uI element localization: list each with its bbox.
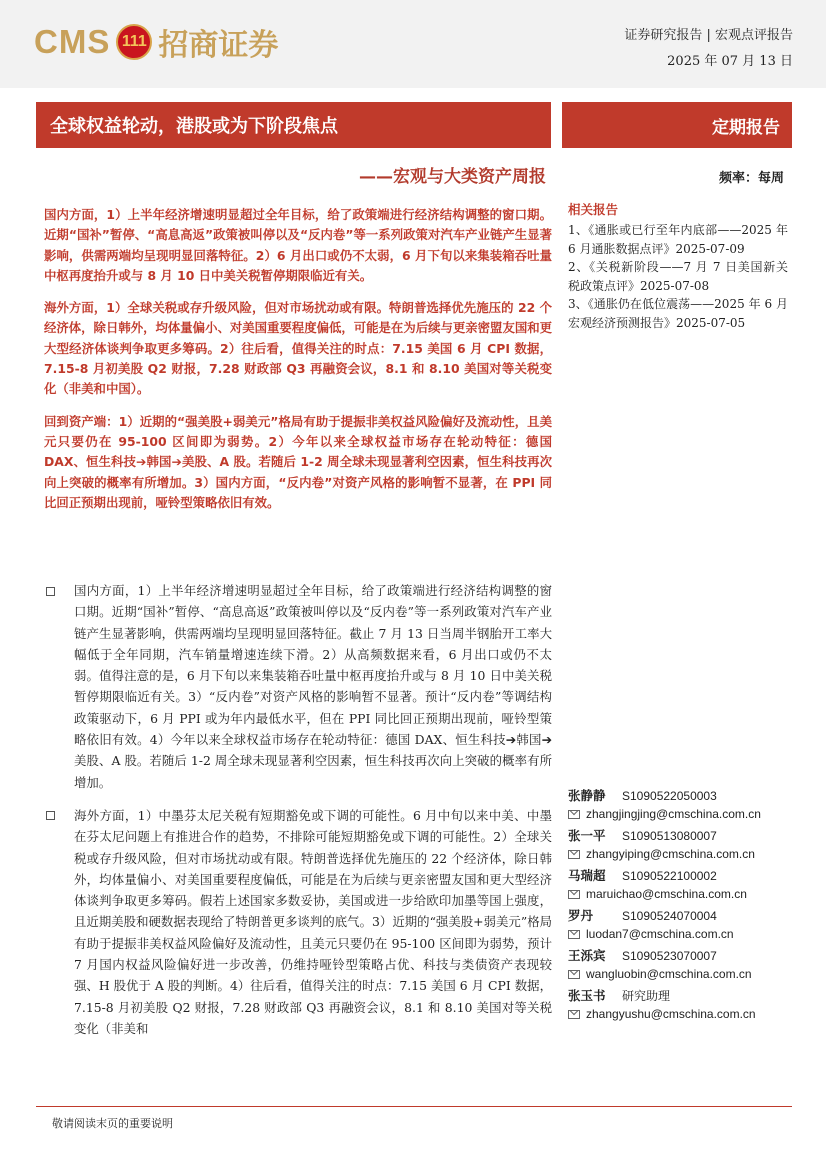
analyst-entry xyxy=(568,826,788,863)
side-label: 定期报告 xyxy=(712,117,780,138)
abstract-paragraph-assets: 回到资产端：1）近期的“强美股+弱美元”格局有助于提振非美权益风险偏好及流动性，且美元只要仍在 95-100 区间即为弱势。2）今年以来全球权益市场存在轮动特征：德国 DAX、恒生科技➔韩国➔美股、A 股。若随后 1-2 周全球未现显著利空因素，恒生科技再次向上突破的概率有所增加。3）国内方面，“反内卷”对资产风格的影响暂不显著，在 PPI 同比回正预期出现前，哑铃型策略依旧有效。 xyxy=(44,413,552,510)
email-icon xyxy=(568,890,580,899)
logo-chinese-name: 招商证券 xyxy=(158,28,279,63)
body-bullets xyxy=(44,580,552,1051)
analyst-name: 张静静 xyxy=(568,788,606,803)
bullet-item xyxy=(44,805,552,1039)
analyst-entry xyxy=(568,986,788,1023)
analyst-email[interactable]: luodan7@cmschina.com.cn xyxy=(586,927,734,941)
report-title: 全球权益轮动，港股或为下阶段焦点 xyxy=(50,116,338,137)
email-icon xyxy=(568,970,580,979)
related-report-item[interactable]: 3、《通胀仍在低位震荡——2025 年 6 月宏观经济预测报告》2025-07-05 xyxy=(568,297,788,330)
email-icon xyxy=(568,850,580,859)
abstract-paragraph-domestic: 国内方面，1）上半年经济增速明显超过全年目标，给了政策端进行经济结构调整的窗口期。近期“国补”暂停、“高息高返”政策被叫停以及“反内卷”等一系列政策对汽车产业链产生显著影响，供需两端均呈现明显回落特征。2）6 月出口或仍不太弱，6 月下旬以来集装箱吞吐量中枢再度抬升或与 8 月 10 日中美关税暂停期限临近有关。 xyxy=(44,207,552,283)
related-reports-title: 相关报告 xyxy=(568,202,619,217)
logo-emblem-icon: 111 xyxy=(116,24,152,60)
abstract xyxy=(44,205,552,525)
analyst-certificate: S1090513080007 xyxy=(622,829,717,843)
bullet-text: 海外方面，1）中墨芬太尼关税有短期豁免或下调的可能性。6 月中旬以来中美、中墨在芬太尼问题上有推进合作的趋势，不排除可能短期豁免或下调的可能性。2）全球关税或存升级风险，但对市场扰动或有限。特朗普选择优先施压的 22 个经济体，除日韩外，均体量偏小、对美国重要程度偏低，可能是在为后续与更亲密盟友国和更大型经济体谈判争取更多筹码。假若上述国家多数妥协，美国或进一步给欧印加墨等国上强度，且近期美股和硬数据表现给了特朗普更多谈判的底气。3）近期的“强美股+弱美元”格局有助于提振非美权益风险偏好及流动性，且美元只要仍在 95-100 区间即为弱势，预计 7 月国内权益风险偏好进一步改善，仍维持哑铃型策略占优、科技与类债资产表现较强、H 股优于 A 股的判断。4）往后看，值得关注的时点：7.15 美国 6 月 CPI 数据，7.15-8 月初美股 Q2 财报，7.28 财政部 Q3 再融资会议，8.1 和 8.10 美国对等关税变化（非美和 xyxy=(74,807,552,1036)
analyst-email[interactable]: maruichao@cmschina.com.cn xyxy=(586,887,747,901)
analyst-certificate: S1090524070004 xyxy=(622,909,717,923)
logo-text: CMS xyxy=(34,23,111,60)
analyst-certificate: 研究助理 xyxy=(622,989,671,1003)
title-bar xyxy=(36,102,551,148)
analyst-email[interactable]: wangluobin@cmschina.com.cn xyxy=(586,967,752,981)
analyst-certificate: S1090523070007 xyxy=(622,949,717,963)
analyst-list xyxy=(568,786,788,1026)
analyst-name: 马瑞超 xyxy=(568,868,606,883)
analyst-name: 张玉书 xyxy=(568,988,606,1003)
report-date: 2025 年 07 月 13 日 xyxy=(667,54,793,69)
abstract-paragraph-overseas: 海外方面，1）全球关税或存升级风险，但对市场扰动或有限。特朗普选择优先施压的 22 个经济体，除日韩外，均体量偏小、对美国重要程度偏低，可能是在为后续与更亲密盟友国和更大型经济体谈判争取更多筹码。2）往后看，值得关注的时点：7.15 美国 6 月 CPI 数据，7.15-8 月初美股 Q2 财报，7.28 财政部 Q3 再融资会议，8.1 和 8.10 美国对等关税变化（非美和中国）。 xyxy=(44,300,553,397)
frequency: 频率：每周 xyxy=(718,171,784,186)
report-subtitle: ——宏观与大类资产周报 xyxy=(359,167,546,187)
analyst-certificate: S1090522050003 xyxy=(622,789,717,803)
email-icon xyxy=(568,930,580,939)
analyst-email[interactable]: zhangjingjing@cmschina.com.cn xyxy=(586,807,761,821)
bullet-text: 国内方面，1）上半年经济增速明显超过全年目标，给了政策端进行经济结构调整的窗口期。近期“国补”暂停、“高息高返”政策被叫停以及“反内卷”等一系列政策对汽车产业链产生显著影响，供需两端均呈现明显回落特征。截止 7 月 13 日当周半钢胎开工率大幅低于全年同期，汽车销量增速连续下滑。2）从高频数据来看，6 月出口或仍不太弱。值得注意的是，6 月下旬以来集装箱吞吐量中枢再度抬升或与 8 月 10 日中美关税暂停期限临近有关。3）“反内卷”对资产风格的影响暂不显著。预计“反内卷”等调结构政策驱动下，6 月 PPI 或为年内最低水平，但在 PPI 同比回正预期出现前，哑铃型策略依旧有效。4）今年以来全球权益市场存在轮动特征：德国 DAX、恒生科技➔韩国➔美股、A 股。若随后 1-2 周全球未现显著利空因素，恒生科技再次向上突破的概率有所增加。 xyxy=(74,583,552,790)
related-reports xyxy=(568,200,788,333)
analyst-certificate: S1090522100002 xyxy=(622,869,717,883)
email-icon xyxy=(568,1010,580,1019)
analyst-entry xyxy=(568,866,788,903)
square-bullet-icon xyxy=(44,585,56,597)
email-icon xyxy=(568,810,580,819)
related-report-item[interactable]: 1、《通胀或已行至年内底部——2025 年 6 月通胀数据点评》2025-07-09 xyxy=(568,223,788,256)
analyst-email[interactable]: zhangyiping@cmschina.com.cn xyxy=(586,847,755,861)
related-report-item[interactable]: 2、《关税新阶段——7 月 7 日美国新关税政策点评》2025-07-08 xyxy=(568,260,788,293)
analyst-name: 张一平 xyxy=(568,828,606,843)
analyst-name: 王泺宾 xyxy=(568,948,606,963)
square-bullet-icon xyxy=(44,810,56,822)
report-type: 证券研究报告 | 宏观点评报告 xyxy=(624,28,793,43)
analyst-entry xyxy=(568,946,788,983)
analyst-entry xyxy=(568,906,788,943)
company-logo xyxy=(34,20,278,64)
analyst-entry xyxy=(568,786,788,823)
analyst-email[interactable]: zhangyushu@cmschina.com.cn xyxy=(586,1007,756,1021)
analyst-name: 罗丹 xyxy=(568,908,594,923)
side-label-bar xyxy=(562,102,792,148)
footer-divider xyxy=(36,1106,792,1107)
footer-disclaimer: 敬请阅读末页的重要说明 xyxy=(52,1117,173,1130)
bullet-item xyxy=(44,580,552,793)
